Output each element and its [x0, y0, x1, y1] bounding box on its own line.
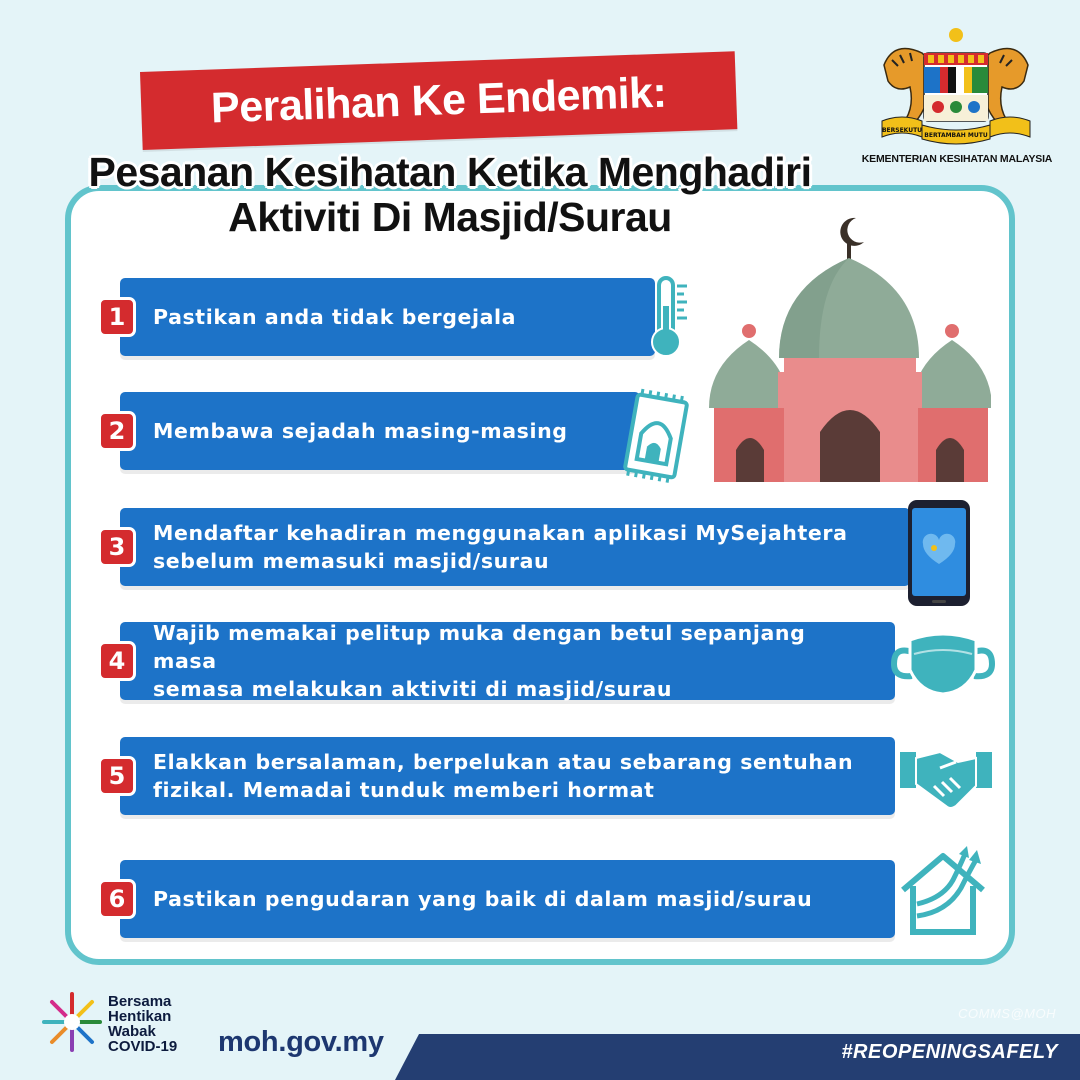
- subtitle-line-1: Pesanan Kesihatan Ketika Menghadiri: [88, 149, 812, 195]
- campaign-line-2: Hentikan: [108, 1008, 172, 1025]
- svg-text:BERTAMBAH MUTU: BERTAMBAH MUTU: [924, 132, 988, 139]
- item-number-4: 4: [98, 641, 136, 681]
- item-5-line-2: fizikal. Memadai tunduk memberi hormat: [153, 778, 655, 802]
- page-title: Peralihan Ke Endemik:: [210, 68, 668, 133]
- handshake-icon: [898, 742, 994, 816]
- item-5-line-1: Elakkan bersalaman, berpelukan atau sebarang sentuhan: [153, 750, 854, 774]
- item-text-6: [153, 885, 855, 913]
- guideline-item-2: [108, 392, 640, 470]
- item-1-line-1: Pastikan anda tidak bergejala: [153, 305, 517, 329]
- subtitle-line-2: Aktiviti Di Masjid/Surau: [228, 194, 672, 240]
- website-link[interactable]: moh.gov.my: [218, 1026, 384, 1058]
- item-number-5: 5: [98, 756, 136, 796]
- prayer-mat-icon: [617, 388, 695, 484]
- ministry-caption: KEMENTERIAN KESIHATAN MALAYSIA: [861, 153, 1053, 165]
- item-text-1: [153, 303, 615, 331]
- hashtag: #REOPENINGSAFELY: [841, 1041, 1058, 1063]
- svg-text:BERSEKUTU: BERSEKUTU: [881, 127, 923, 134]
- item-number-2: 2: [98, 411, 136, 451]
- mosque-illustration: [706, 210, 991, 490]
- item-number-1: 1: [98, 297, 136, 337]
- guideline-item-1: [108, 278, 655, 356]
- item-text-2: [153, 417, 600, 445]
- title-banner: [140, 51, 737, 150]
- malaysia-coat-of-arms-logo: [876, 25, 1036, 155]
- campaign-line-4: COVID-19: [108, 1038, 178, 1055]
- guideline-item-6: [108, 860, 895, 938]
- item-number-3: 3: [98, 527, 136, 567]
- covid-campaign-logo-icon: [40, 990, 104, 1054]
- face-mask-icon: [890, 628, 996, 698]
- item-text-5: [153, 748, 855, 804]
- item-number-6: 6: [98, 879, 136, 919]
- campaign-line-1: Bersama: [108, 993, 172, 1010]
- thermometer-icon: [645, 276, 695, 360]
- item-4-line-2: semasa melakukan aktiviti di masjid/surau: [153, 677, 673, 701]
- item-3-line-1: Mendaftar kehadiran menggunakan aplikasi MySejahtera: [153, 521, 848, 545]
- guideline-item-3: [108, 508, 910, 586]
- ventilation-house-icon: [895, 842, 999, 940]
- guideline-item-5: [108, 737, 895, 815]
- item-3-line-2: sebelum memasuki masjid/surau: [153, 549, 550, 573]
- guideline-item-4: [108, 621, 895, 701]
- item-text-4: [153, 619, 855, 703]
- item-4-line-1: Wajib memakai pelitup muka dengan betul sepanjang masa: [153, 621, 806, 673]
- item-text-3: [153, 519, 870, 575]
- campaign-text: [108, 994, 177, 1054]
- watermark: COMMS@MOH: [958, 1006, 1056, 1021]
- campaign-line-3: Wabak: [108, 1023, 156, 1040]
- item-6-line-1: Pastikan pengudaran yang baik di dalam masjid/surau: [153, 887, 813, 911]
- smartphone-icon: [906, 498, 972, 608]
- item-2-line-1: Membawa sejadah masing-masing: [153, 419, 568, 443]
